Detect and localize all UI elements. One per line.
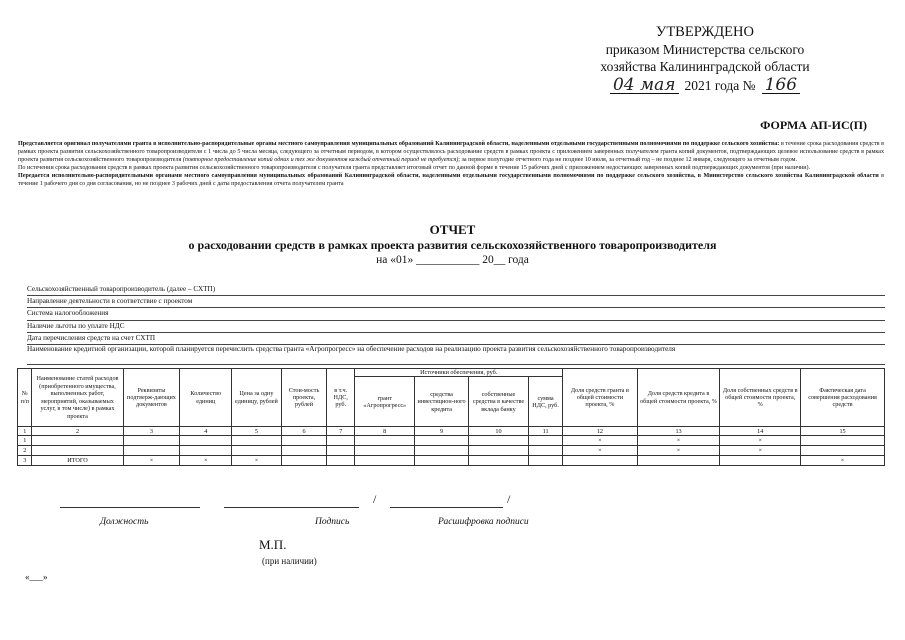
- instruction-1-text: в течение срока расходования средств в рамках проекта развития сельскохозяйственного товаропроизводителя с 1 числа до 5 числа месяца, следующего за отчетным периодом, в котором осуществлялось расходование средств в рамках проекта с приложением заверенных получателем гранта копий документов, подтверждающих целевое использование средств в рамках проекта развития сельскохозяйственного товаропроизводителя: [18, 141, 884, 164]
- approval-date-line: [565, 77, 845, 94]
- table-cell[interactable]: [32, 446, 123, 456]
- stamp-place: М.П.: [259, 537, 287, 552]
- col-number: 2: [32, 427, 123, 436]
- instruction-1-bold: Представляется оригинал получателями гранта в исполнительно-распорядительные органы местного самоуправления муниципальных образований Калининградской области, наделенными отдельными государственными полномочиями по поддержке сельского хозяйства:: [18, 141, 780, 147]
- field-producer[interactable]: Сельскохозяйственный товаропроизводитель (далее – СХТП): [27, 284, 885, 296]
- table-cell: ×: [801, 456, 885, 466]
- col-number: 6: [281, 427, 327, 436]
- col-number: 15: [801, 427, 885, 436]
- table-cell[interactable]: [180, 436, 232, 446]
- col-header-documents: Реквизиты подтверж-дающих документов: [123, 369, 180, 427]
- table-cell[interactable]: [801, 436, 885, 446]
- table-cell[interactable]: [355, 456, 415, 466]
- table-cell[interactable]: [327, 446, 355, 456]
- table-cell[interactable]: [123, 446, 180, 456]
- col-number: 7: [327, 427, 355, 436]
- col-number: 4: [180, 427, 232, 436]
- field-tax-system[interactable]: Система налогообложения: [27, 308, 885, 320]
- table-cell[interactable]: [563, 456, 637, 466]
- table-cell[interactable]: [415, 436, 469, 446]
- table-cell[interactable]: [720, 456, 801, 466]
- table-cell: ×: [123, 456, 180, 466]
- col-header-own-share: Доля собственных средств в общей стоимости проекта, %: [720, 369, 801, 427]
- col-header-sources: Источники обеспечения, руб.: [355, 369, 563, 377]
- table-cell[interactable]: [232, 436, 282, 446]
- date-stub[interactable]: «___»: [25, 572, 48, 582]
- col-header-credit-share: Доля средств кредита в общей стоимости проекта, %: [637, 369, 720, 427]
- col-header-actual-date: Фактическая дата совершения расходования средств: [801, 369, 885, 427]
- instruction-1-end: ; за первое полугодие отчетного года не позднее 10 июля, за отчетный год – не позднее 12 января, следующего за отчетным годом.: [458, 157, 798, 164]
- table-cell: ИТОГО: [32, 456, 123, 466]
- instruction-3-text: в течение 1 рабочего дня со дня согласования, но не позднее 3 рабочих дней с даты предоставления отчета получателем гранта: [18, 173, 884, 188]
- table-cell[interactable]: [281, 436, 327, 446]
- col-number: 11: [528, 427, 562, 436]
- table-cell: ×: [232, 456, 282, 466]
- table-cell: ×: [637, 436, 720, 446]
- table-cell[interactable]: [801, 446, 885, 456]
- table-cell[interactable]: [32, 436, 123, 446]
- col-number: 8: [355, 427, 415, 436]
- table-cell[interactable]: [468, 446, 528, 456]
- field-transfer-date[interactable]: Дата перечисления средств на счет СХТП: [27, 333, 885, 345]
- table-cell: ×: [563, 446, 637, 456]
- instructions: [18, 140, 884, 189]
- col-header-own-funds: собственные средства в качестве вклада банку: [468, 377, 528, 427]
- report-title: ОТЧЕТ: [429, 222, 476, 237]
- approval-year-text: 2021 года №: [684, 78, 756, 93]
- instruction-paragraph-2: По истечении срока расходования средств в рамках проекта развития сельскохозяйственного товаропроизводителя с получателя гранта представляет итоговый отчет по данной форме в течение 15 рабочих дней с приложением недостающих заверенных копий подтверждающих документов (при наличии).: [18, 165, 811, 172]
- table-cell[interactable]: [123, 436, 180, 446]
- col-header-grant-share: Доля средств гранта в общей стоимости проекта, %: [563, 369, 637, 427]
- approval-order-line: приказом Министерства сельского: [605, 42, 805, 57]
- table-cell[interactable]: [468, 456, 528, 466]
- report-date-line: на «01» ___________ 20__ года: [376, 254, 529, 266]
- col-header-credit: средства инвестицион-ного кредита: [415, 377, 469, 427]
- col-header-quantity: Количество единиц: [180, 369, 232, 427]
- table-cell: 2: [18, 446, 32, 456]
- position-line[interactable]: [60, 507, 200, 508]
- approval-block: [565, 24, 845, 94]
- table-cell: ×: [180, 456, 232, 466]
- table-cell: ×: [720, 446, 801, 456]
- slash-1: /: [373, 492, 377, 506]
- table-header-row-1: [18, 369, 885, 377]
- col-header-project-cost: Стои-мость проекта, рублей: [281, 369, 327, 427]
- signature-line[interactable]: [224, 507, 359, 508]
- table-cell[interactable]: [528, 456, 562, 466]
- table-cell[interactable]: [281, 456, 327, 466]
- signature-caption: Подпись: [315, 517, 350, 527]
- table-cell[interactable]: [327, 436, 355, 446]
- table-cell[interactable]: [232, 446, 282, 456]
- table-cell[interactable]: [355, 446, 415, 456]
- table-cell[interactable]: [528, 436, 562, 446]
- table-cell: 3: [18, 456, 32, 466]
- approval-heading: УТВЕРЖДЕНО: [656, 24, 754, 40]
- instruction-paragraph-1: [18, 140, 884, 164]
- table-cell[interactable]: [415, 456, 469, 466]
- column-number-row: [18, 427, 885, 436]
- instruction-3-bold: Передается исполнительно-распорядительными органами местного самоуправления муниципальных образований Калининградской области, наделенными отдельными государственными полномочиями по поддержке сельского хозяйства, в Министерство сельского хозяйства Калининградской области: [18, 173, 879, 180]
- report-table: [17, 368, 885, 466]
- header-fields: [27, 284, 885, 365]
- field-activity[interactable]: Направление деятельности в соответствие с проектом: [27, 296, 885, 308]
- col-number: 9: [415, 427, 469, 436]
- table-cell[interactable]: [415, 446, 469, 456]
- col-header-grant: грант «Агропрогресс»: [355, 377, 415, 427]
- field-vat-benefit[interactable]: Наличие льготы по уплате НДС: [27, 321, 885, 333]
- table-cell[interactable]: [355, 436, 415, 446]
- table-cell[interactable]: [637, 456, 720, 466]
- instruction-paragraph-3: [18, 172, 884, 188]
- col-number: 3: [123, 427, 180, 436]
- col-number: 13: [637, 427, 720, 436]
- col-number: 10: [468, 427, 528, 436]
- col-number: 1: [18, 427, 32, 436]
- table-cell: ×: [720, 436, 801, 446]
- table-cell: 1: [18, 436, 32, 446]
- decode-line[interactable]: [390, 507, 503, 508]
- table-cell[interactable]: [468, 436, 528, 446]
- field-bank[interactable]: Наименование кредитной организации, которой планируется перечислить средства гранта «Агропрогресс» на обеспечение расходов на реализацию проекта развития сельскохозяйственного товаропроизводителя: [27, 345, 885, 365]
- slash-2: /: [507, 492, 511, 506]
- approval-ministry-line: хозяйства Калининградской области: [600, 59, 810, 74]
- col-number: 14: [720, 427, 801, 436]
- table-row: [18, 446, 885, 456]
- col-header-vat-sum: сумма НДС, руб.: [528, 377, 562, 427]
- col-header-number: № п/п: [18, 369, 32, 427]
- table-cell: ×: [637, 446, 720, 456]
- col-header-expense-item: Наименование статей расходов (приобретенного имущества, выполненных работ, мероприятий, оказываемых услуг, в том числе) в рамках проекта: [32, 369, 123, 427]
- table-cell[interactable]: [180, 446, 232, 456]
- col-header-unit-price: Цена за одну единицу, рублей: [232, 369, 282, 427]
- table-cell: ×: [563, 436, 637, 446]
- table-cell[interactable]: [327, 456, 355, 466]
- handwritten-date: 04 мая: [610, 77, 679, 94]
- col-header-vat: в т.ч. НДС, руб.: [327, 369, 355, 427]
- col-number: 12: [563, 427, 637, 436]
- form-code: ФОРМА АП-ИС(П): [760, 118, 867, 132]
- position-caption: Должность: [100, 517, 149, 527]
- col-number: 5: [232, 427, 282, 436]
- table-cell[interactable]: [528, 446, 562, 456]
- table-row: [18, 436, 885, 446]
- table-row-total: [18, 456, 885, 466]
- handwritten-number: 166: [762, 77, 800, 94]
- stamp-note: (при наличии): [262, 556, 317, 566]
- table-cell[interactable]: [281, 446, 327, 456]
- report-subtitle: о расходовании средств в рамках проекта развития сельскохозяйственного товаропроизводителя: [188, 238, 717, 252]
- decode-caption: Расшифровка подписи: [438, 517, 529, 527]
- instruction-1-italic: (повторное предоставление копий одних и тех же документов каждый отчетный период не требуется): [182, 157, 459, 164]
